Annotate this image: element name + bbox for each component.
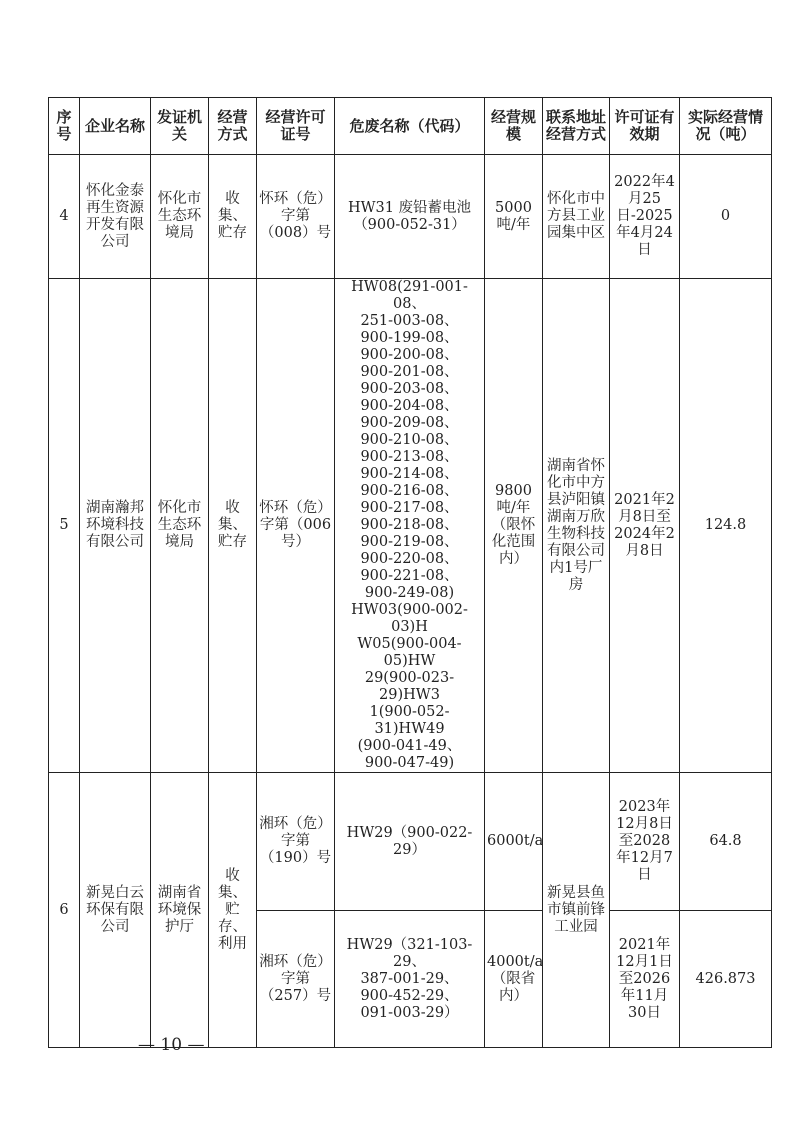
cell-scale: 9800吨/年（限怀化范围内） (485, 279, 543, 773)
cell-license: 怀环（危）字第（006号） (257, 279, 335, 773)
header-authority: 发证机关 (151, 98, 209, 155)
cell-authority: 怀化市生态环境局 (151, 279, 209, 773)
cell-actual: 0 (680, 155, 772, 279)
header-validity: 许可证有效期 (610, 98, 680, 155)
cell-no: 4 (49, 155, 80, 279)
cell-validity: 2022年4月25日-2025年4月24日 (610, 155, 680, 279)
cell-scale: 4000t/a（限省内） (485, 911, 543, 1048)
cell-validity: 2023年12月8日至2028年12月7日 (610, 773, 680, 911)
cell-scale: 6000t/a (485, 773, 543, 911)
table-row (49, 155, 772, 279)
page-number: — 10 — (138, 1035, 205, 1055)
header-actual: 实际经营情况（吨） (680, 98, 772, 155)
cell-license: 怀环（危）字第（008）号 (257, 155, 335, 279)
cell-mode: 收集、贮存 (209, 155, 257, 279)
header-waste: 危废名称（代码） (335, 98, 485, 155)
cell-waste: HW31 废铅蓄电池（900-052-31） (335, 155, 485, 279)
cell-authority: 湖南省环境保护厅 (151, 773, 209, 1048)
cell-company: 新晃白云环保有限公司 (80, 773, 151, 1048)
cell-address: 怀化市中方县工业园集中区 (543, 155, 610, 279)
hazardous-waste-license-table (48, 97, 772, 1048)
cell-license: 湘环（危）字第（257）号 (257, 911, 335, 1048)
cell-actual: 426.873 (680, 911, 772, 1048)
header-scale: 经营规模 (485, 98, 543, 155)
header-address: 联系地址经营方式 (543, 98, 610, 155)
cell-license: 湘环（危）字第（190）号 (257, 773, 335, 911)
cell-mode: 收集、贮存 (209, 279, 257, 773)
cell-company: 怀化金泰再生资源开发有限公司 (80, 155, 151, 279)
cell-validity: 2021年12月1日至2026年11月30日 (610, 911, 680, 1048)
cell-no: 5 (49, 279, 80, 773)
header-company: 企业名称 (80, 98, 151, 155)
cell-address: 新晃县鱼市镇前锋工业园 (543, 773, 610, 1048)
cell-actual: 124.8 (680, 279, 772, 773)
cell-address: 湖南省怀化市中方县泸阳镇湖南万欣生物科技有限公司内1号厂房 (543, 279, 610, 773)
header-row (49, 98, 772, 155)
header-mode: 经营方式 (209, 98, 257, 155)
header-license: 经营许可证号 (257, 98, 335, 155)
cell-validity: 2021年2月8日至2024年2月8日 (610, 279, 680, 773)
cell-waste: HW08(291-001-08、 251-003-08、 900-199-08、 900-200-08、 900-201-08、 900-203-08、 900-204-08、 900-209-08、 900-210-08、 900-213-08、 900-214-08、 900-216-08、 900-217-08、 900-218-08、 900-219-08、 900-220-08、 900-221-08、 900-249-08) HW03(900-002-03)H W05(900-004-05)HW 29(900-023-29)HW3 1(900-052-31)HW49 (900-041-49、 900-047-49) (335, 279, 485, 773)
cell-scale: 5000吨/年 (485, 155, 543, 279)
cell-company: 湖南瀚邦环境科技有限公司 (80, 279, 151, 773)
cell-actual: 64.8 (680, 773, 772, 911)
cell-no: 6 (49, 773, 80, 1048)
table-row (49, 773, 772, 911)
cell-authority: 怀化市生态环境局 (151, 155, 209, 279)
header-no: 序号 (49, 98, 80, 155)
cell-waste: HW29（900-022-29） (335, 773, 485, 911)
cell-waste: HW29（321-103-29、 387-001-29、 900-452-29、 091-003-29） (335, 911, 485, 1048)
cell-mode: 收集、贮存、利用 (209, 773, 257, 1048)
table-row (49, 279, 772, 773)
